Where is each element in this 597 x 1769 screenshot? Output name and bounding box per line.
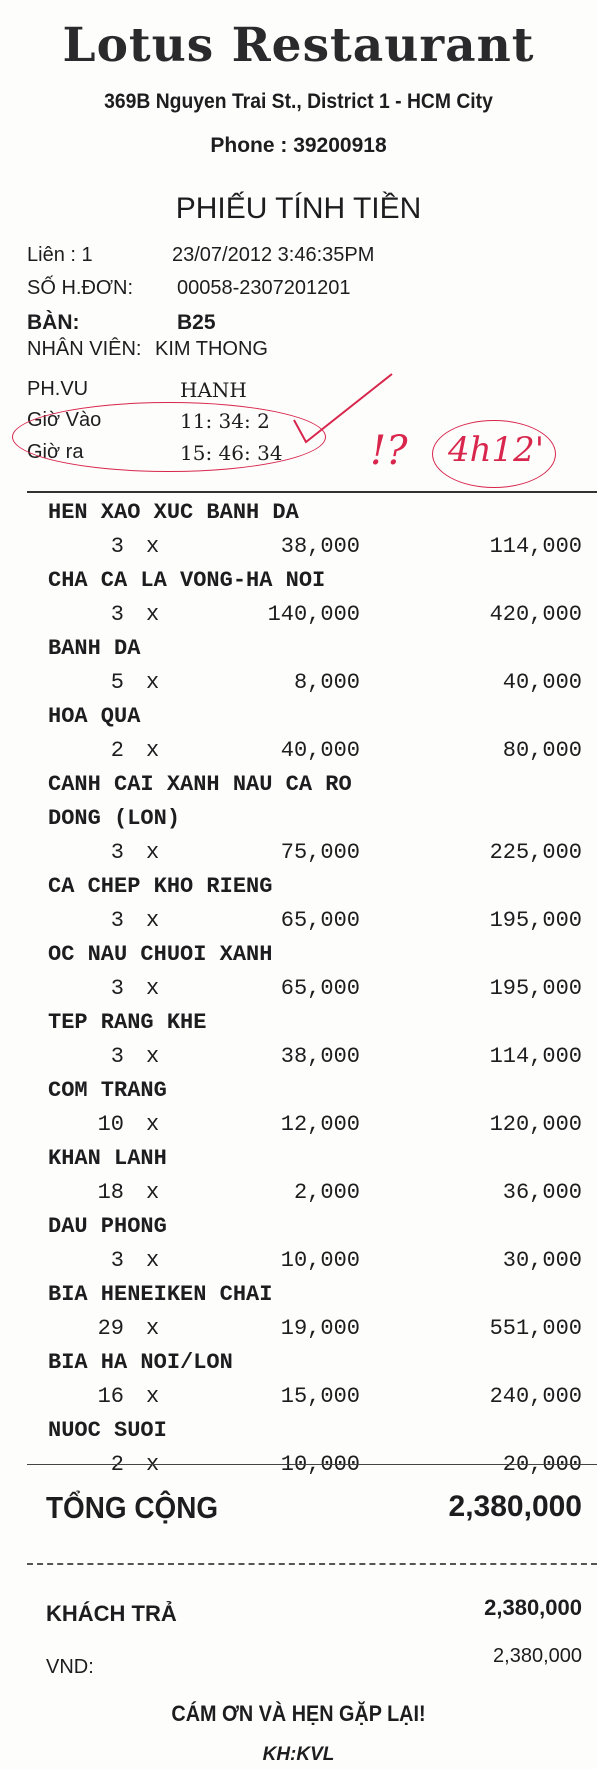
item-amount: 36,000: [502, 1180, 582, 1205]
item-price: 8,000: [293, 670, 360, 695]
staff-label: NHÂN VIÊN:: [27, 338, 142, 360]
item-name: BIA HA NOI/LON: [48, 1350, 233, 1375]
item-amount: 30,000: [502, 1248, 582, 1273]
item-qty: 10: [97, 1112, 124, 1137]
item-times: x: [146, 1180, 160, 1205]
item-price: 10,000: [280, 1452, 360, 1477]
item-amount: 420,000: [489, 602, 582, 627]
lien-label: Liên : 1: [27, 244, 93, 266]
item-qty: 3: [110, 1044, 124, 1069]
handwritten-marks: !?: [370, 428, 408, 474]
restaurant-phone: Phone : 39200918: [210, 134, 387, 157]
item-times: x: [146, 670, 160, 695]
restaurant-name: Lotus Restaurant: [62, 18, 535, 73]
item-name: COM TRANG: [48, 1078, 167, 1103]
item-times: x: [146, 976, 160, 1001]
item-price: 40,000: [280, 738, 360, 763]
item-amount: 240,000: [489, 1384, 582, 1409]
item-price: 15,000: [280, 1384, 360, 1409]
item-amount: 195,000: [489, 908, 582, 933]
item-name: CANH CAI XANH NAU CA RO: [48, 772, 352, 797]
document-title: PHIẾU TÍNH TIỀN: [175, 192, 422, 225]
item-name: CA CHEP KHO RIENG: [48, 874, 273, 899]
item-price: 65,000: [280, 908, 360, 933]
item-times: x: [146, 534, 160, 559]
item-times: x: [146, 908, 160, 933]
item-name: TEP RANG KHE: [48, 1010, 207, 1035]
datetime: 23/07/2012 3:46:35PM: [172, 244, 375, 266]
item-price: 65,000: [280, 976, 360, 1001]
item-price: 19,000: [280, 1316, 360, 1341]
divider-dashed: [27, 1563, 597, 1565]
item-qty: 18: [97, 1180, 124, 1205]
service-label: PH.VU: [27, 378, 89, 400]
time-out-label: Giờ ra: [27, 441, 84, 463]
invoice-label: SỐ H.ĐƠN:: [27, 277, 134, 299]
paid-label: KHÁCH TRẢ: [46, 1601, 177, 1626]
table-label: BÀN:: [27, 311, 80, 334]
handwritten-duration: 4h12': [448, 430, 545, 470]
time-in: 11: 34: 2: [180, 409, 270, 433]
item-name-continued: DONG (LON): [48, 806, 181, 831]
total-label: TỔNG CỘNG: [46, 1490, 219, 1525]
item-times: x: [146, 602, 160, 627]
item-times: x: [146, 840, 160, 865]
item-name: BIA HENEIKEN CHAI: [48, 1282, 273, 1307]
item-amount: 114,000: [489, 1044, 582, 1069]
table-number: B25: [177, 311, 216, 334]
item-amount: 225,000: [489, 840, 582, 865]
item-name: CHA CA LA VONG-HA NOI: [48, 568, 326, 593]
restaurant-address: 369B Nguyen Trai St., District 1 - HCM City: [104, 90, 493, 113]
item-times: x: [146, 1384, 160, 1409]
item-price: 10,000: [280, 1248, 360, 1273]
item-name: NUOC SUOI: [48, 1418, 167, 1443]
currency-label: VND:: [46, 1656, 94, 1678]
item-qty: 3: [110, 534, 124, 559]
item-qty: 5: [110, 670, 124, 695]
item-times: x: [146, 1248, 160, 1273]
item-times: x: [146, 738, 160, 763]
item-name: BANH DA: [48, 636, 141, 661]
paid-amount: 2,380,000: [484, 1595, 582, 1620]
item-amount: 20,000: [502, 1452, 582, 1477]
item-times: x: [146, 1452, 160, 1477]
item-amount: 80,000: [502, 738, 582, 763]
item-qty: 2: [110, 1452, 124, 1477]
item-qty: 3: [110, 1248, 124, 1273]
item-amount: 195,000: [489, 976, 582, 1001]
staff-name: KIM THONG: [155, 338, 268, 360]
item-times: x: [146, 1112, 160, 1137]
handwritten-time-circle: [12, 402, 326, 472]
thanks-message: CÁM ƠN VÀ HẸN GẶP LẠI!: [171, 1701, 426, 1726]
divider-top: [27, 491, 597, 493]
item-qty: 3: [110, 840, 124, 865]
item-amount: 120,000: [489, 1112, 582, 1137]
item-qty: 29: [97, 1316, 124, 1341]
item-price: 38,000: [280, 534, 360, 559]
item-name: OC NAU CHUOI XANH: [48, 942, 273, 967]
item-amount: 114,000: [489, 534, 582, 559]
item-name: DAU PHONG: [48, 1214, 167, 1239]
item-price: 75,000: [280, 840, 360, 865]
divider-before-total: [27, 1464, 597, 1465]
item-qty: 2: [110, 738, 124, 763]
item-amount: 40,000: [502, 670, 582, 695]
item-name: HEN XAO XUC BANH DA: [48, 500, 299, 525]
item-name: HOA QUA: [48, 704, 141, 729]
item-price: 2,000: [293, 1180, 360, 1205]
item-qty: 3: [110, 976, 124, 1001]
item-amount: 551,000: [489, 1316, 582, 1341]
time-in-label: Giờ Vào: [27, 409, 102, 431]
item-price: 140,000: [267, 602, 360, 627]
item-price: 12,000: [280, 1112, 360, 1137]
total-amount: 2,380,000: [448, 1490, 582, 1523]
invoice-number: 00058-2307201201: [177, 277, 351, 299]
currency-amount: 2,380,000: [493, 1645, 582, 1667]
item-qty: 3: [110, 908, 124, 933]
item-qty: 3: [110, 602, 124, 627]
item-times: x: [146, 1044, 160, 1069]
item-name: KHAN LANH: [48, 1146, 167, 1171]
item-price: 38,000: [280, 1044, 360, 1069]
customer-code: KH:KVL: [262, 1744, 335, 1765]
item-times: x: [146, 1316, 160, 1341]
item-qty: 16: [97, 1384, 124, 1409]
service-name: HANH: [180, 378, 247, 402]
time-out: 15: 46: 34: [180, 441, 283, 465]
